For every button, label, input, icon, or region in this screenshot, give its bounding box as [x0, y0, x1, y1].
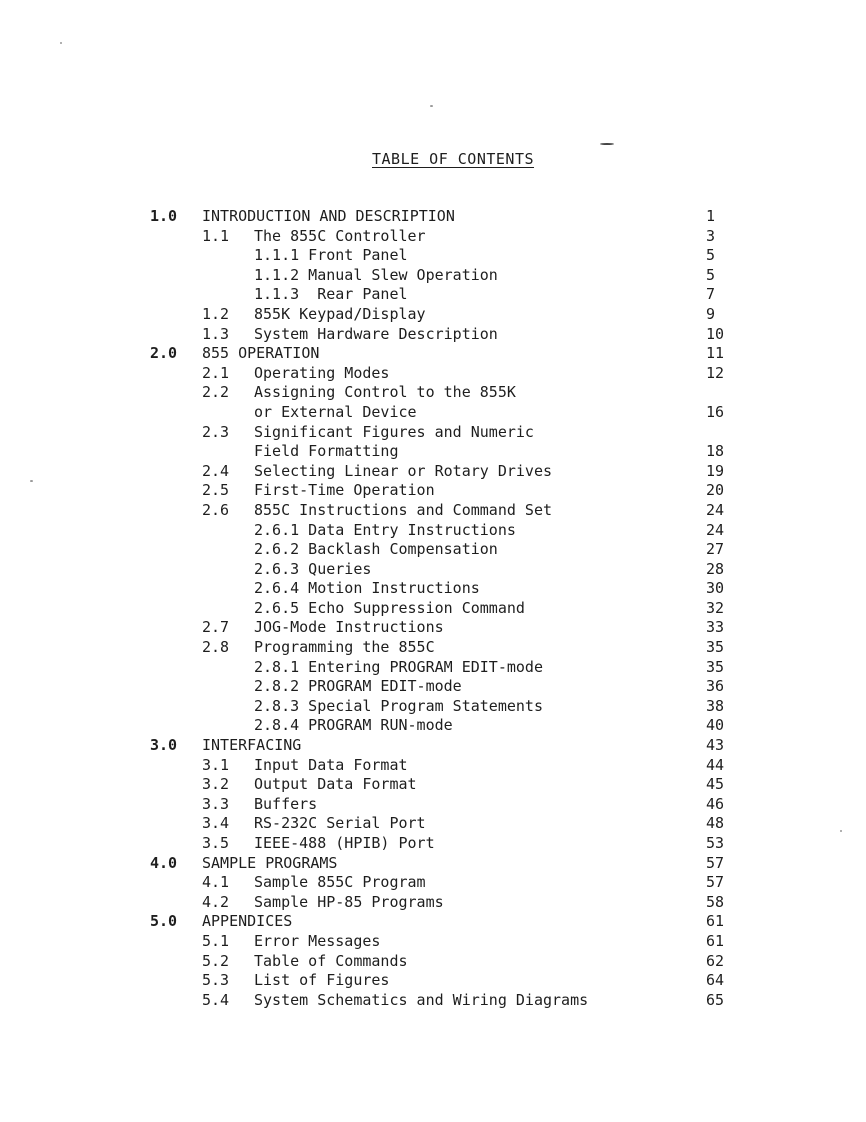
toc-entry	[0, 697, 866, 717]
toc-entry-page: 12	[706, 363, 725, 382]
scan-speck	[600, 143, 614, 145]
toc-entry-page: 53	[706, 834, 725, 852]
toc-entry-number: 5.4	[202, 990, 230, 1009]
toc-entry-title: Table of Commands	[254, 951, 408, 970]
table-of-contents	[0, 207, 866, 1010]
toc-entry-title: 2.8.4 PROGRAM RUN-mode	[254, 716, 453, 735]
toc-entry	[0, 599, 866, 619]
toc-entry	[0, 423, 866, 443]
toc-entry-page: 36	[706, 677, 725, 696]
toc-entry-title: Programming the 855C	[254, 638, 435, 657]
toc-entry-number: 2.4	[202, 461, 230, 480]
toc-entry-number: 5.3	[202, 971, 230, 990]
toc-entry-page: 40	[706, 716, 725, 735]
toc-entry-page: 18	[706, 442, 725, 461]
toc-entry-page: 61	[706, 912, 725, 931]
toc-entry-title: 2.6.2 Backlash Compensation	[254, 540, 498, 559]
toc-entry	[0, 912, 866, 932]
toc-entry-title: System Hardware Description	[254, 324, 498, 343]
scan-speck	[30, 480, 33, 482]
page-title	[0, 150, 866, 168]
toc-entry-page: 43	[706, 736, 725, 755]
toc-entry	[0, 991, 866, 1011]
toc-entry-page: 27	[706, 540, 725, 559]
toc-entry-page: 24	[706, 520, 725, 539]
toc-entry-page: 57	[706, 873, 725, 892]
toc-entry-title: Assigning Control to the 855K	[254, 383, 516, 402]
toc-entry-title: Operating Modes	[254, 363, 390, 382]
toc-entry	[0, 893, 866, 913]
toc-entry	[0, 716, 866, 736]
toc-entry	[0, 814, 866, 834]
toc-entry-title: Input Data Format	[254, 755, 408, 774]
toc-entry-number: 3.5	[202, 834, 230, 852]
toc-entry-number: 2.6	[202, 500, 230, 519]
toc-entry-title: 1.1.3 Rear Panel	[254, 285, 408, 304]
toc-entry	[0, 775, 866, 795]
page-title-text: TABLE OF CONTENTS	[371, 150, 535, 168]
toc-entry-page: 28	[706, 559, 725, 578]
toc-entry-number: 3.0	[150, 736, 178, 755]
toc-entry-title: The 855C Controller	[254, 226, 426, 245]
toc-entry	[0, 207, 866, 227]
toc-entry-page: 62	[706, 951, 725, 970]
toc-entry-title: 2.8.3 Special Program Statements	[254, 696, 543, 715]
toc-entry-title: INTERFACING	[202, 736, 302, 755]
toc-entry-page: 7	[706, 285, 716, 304]
toc-entry-number: 1.2	[202, 304, 230, 323]
toc-entry-page: 11	[706, 344, 725, 363]
toc-entry	[0, 462, 866, 482]
toc-entry-page: 57	[706, 853, 725, 872]
toc-entry-title: Output Data Format	[254, 775, 417, 794]
toc-entry	[0, 383, 866, 403]
toc-entry-title: APPENDICES	[202, 912, 293, 931]
toc-entry	[0, 638, 866, 658]
toc-entry-page: 46	[706, 794, 725, 813]
toc-entry-number: 2.3	[202, 422, 230, 441]
toc-entry-page: 61	[706, 931, 725, 950]
toc-entry-title: 2.6.3 Queries	[254, 559, 372, 578]
toc-entry-title: System Schematics and Wiring Diagrams	[254, 990, 589, 1009]
toc-entry-title: Significant Figures and Numeric	[254, 422, 534, 441]
toc-entry-page: 65	[706, 990, 725, 1009]
scan-speck	[840, 830, 842, 832]
toc-entry	[0, 854, 866, 874]
toc-entry	[0, 658, 866, 678]
toc-entry-page: 16	[706, 402, 725, 421]
toc-entry	[0, 285, 866, 305]
toc-entry-number: 3.4	[202, 814, 230, 833]
scan-speck	[60, 42, 62, 44]
toc-entry	[0, 364, 866, 384]
toc-entry-page: 3	[706, 226, 716, 245]
toc-entry-page: 35	[706, 638, 725, 657]
toc-entry-page: 5	[706, 265, 716, 284]
toc-entry	[0, 736, 866, 756]
toc-entry-number: 4.2	[202, 892, 230, 911]
scan-speck	[430, 105, 433, 107]
toc-entry-page: 9	[706, 304, 716, 323]
toc-entry	[0, 873, 866, 893]
toc-entry-number: 3.1	[202, 755, 230, 774]
toc-entry-title: Error Messages	[254, 931, 381, 950]
toc-entry-page: 10	[706, 324, 725, 343]
toc-entry-page: 30	[706, 579, 725, 598]
toc-entry-number: 5.0	[150, 912, 178, 931]
toc-entry	[0, 403, 866, 423]
toc-entry-number: 2.1	[202, 363, 230, 382]
toc-entry-page: 1	[706, 207, 716, 225]
toc-entry-page: 44	[706, 755, 725, 774]
toc-entry	[0, 932, 866, 952]
toc-entry	[0, 521, 866, 541]
toc-entry	[0, 834, 866, 854]
toc-entry	[0, 501, 866, 521]
toc-entry-page: 24	[706, 500, 725, 519]
toc-entry-title: or External Device	[254, 402, 417, 421]
toc-entry-title: SAMPLE PROGRAMS	[202, 853, 338, 872]
toc-entry-title: 2.6.1 Data Entry Instructions	[254, 520, 516, 539]
toc-entry	[0, 756, 866, 776]
toc-entry-page: 33	[706, 618, 725, 637]
toc-entry	[0, 227, 866, 247]
toc-entry-number: 2.7	[202, 618, 230, 637]
toc-entry-number: 5.2	[202, 951, 230, 970]
toc-entry-page: 58	[706, 892, 725, 911]
toc-entry-number: 2.5	[202, 481, 230, 500]
toc-entry-page: 45	[706, 775, 725, 794]
toc-entry	[0, 540, 866, 560]
toc-entry	[0, 442, 866, 462]
toc-entry	[0, 677, 866, 697]
toc-entry	[0, 344, 866, 364]
toc-entry-number: 1.0	[150, 207, 178, 225]
toc-entry-page: 38	[706, 696, 725, 715]
toc-entry	[0, 246, 866, 266]
toc-entry-title: JOG-Mode Instructions	[254, 618, 444, 637]
toc-entry-page: 48	[706, 814, 725, 833]
toc-entry-title: 855K Keypad/Display	[254, 304, 426, 323]
toc-entry-title: 855C Instructions and Command Set	[254, 500, 553, 519]
toc-entry-page: 19	[706, 461, 725, 480]
toc-entry-page: 64	[706, 971, 725, 990]
toc-entry-title: 1.1.2 Manual Slew Operation	[254, 265, 498, 284]
toc-entry-title: First-Time Operation	[254, 481, 435, 500]
toc-entry-number: 3.3	[202, 794, 230, 813]
toc-entry-title: INTRODUCTION AND DESCRIPTION	[202, 207, 455, 225]
toc-entry-number: 4.0	[150, 853, 178, 872]
toc-entry-title: 855 OPERATION	[202, 344, 320, 363]
toc-entry-title: Field Formatting	[254, 442, 399, 461]
toc-entry-page: 5	[706, 246, 716, 265]
toc-entry-title: 1.1.1 Front Panel	[254, 246, 408, 265]
toc-entry	[0, 266, 866, 286]
toc-entry-number: 2.8	[202, 638, 230, 657]
toc-entry-number: 2.0	[150, 344, 178, 363]
toc-entry	[0, 305, 866, 325]
toc-entry-number: 2.2	[202, 383, 230, 402]
toc-entry-title: List of Figures	[254, 971, 390, 990]
toc-entry-number: 4.1	[202, 873, 230, 892]
toc-entry-number: 5.1	[202, 931, 230, 950]
toc-entry	[0, 952, 866, 972]
toc-entry	[0, 795, 866, 815]
toc-entry-number: 3.2	[202, 775, 230, 794]
toc-entry	[0, 481, 866, 501]
toc-entry-title: Buffers	[254, 794, 318, 813]
toc-entry-title: 2.6.5 Echo Suppression Command	[254, 598, 525, 617]
toc-entry-title: 2.8.1 Entering PROGRAM EDIT-mode	[254, 657, 543, 676]
toc-entry	[0, 579, 866, 599]
toc-entry-title: RS-232C Serial Port	[254, 814, 426, 833]
toc-entry-title: 2.8.2 PROGRAM EDIT-mode	[254, 677, 462, 696]
toc-entry-title: 2.6.4 Motion Instructions	[254, 579, 480, 598]
toc-entry-page: 35	[706, 657, 725, 676]
toc-entry	[0, 618, 866, 638]
toc-entry-number: 1.1	[202, 226, 230, 245]
toc-entry-page: 32	[706, 598, 725, 617]
toc-entry-title: Sample HP-85 Programs	[254, 892, 444, 911]
toc-entry	[0, 325, 866, 345]
toc-entry-title: IEEE-488 (HPIB) Port	[254, 834, 435, 852]
toc-entry	[0, 560, 866, 580]
toc-entry-page: 20	[706, 481, 725, 500]
toc-entry-title: Sample 855C Program	[254, 873, 426, 892]
toc-entry-title: Selecting Linear or Rotary Drives	[254, 461, 553, 480]
toc-entry	[0, 971, 866, 991]
toc-entry-number: 1.3	[202, 324, 230, 343]
